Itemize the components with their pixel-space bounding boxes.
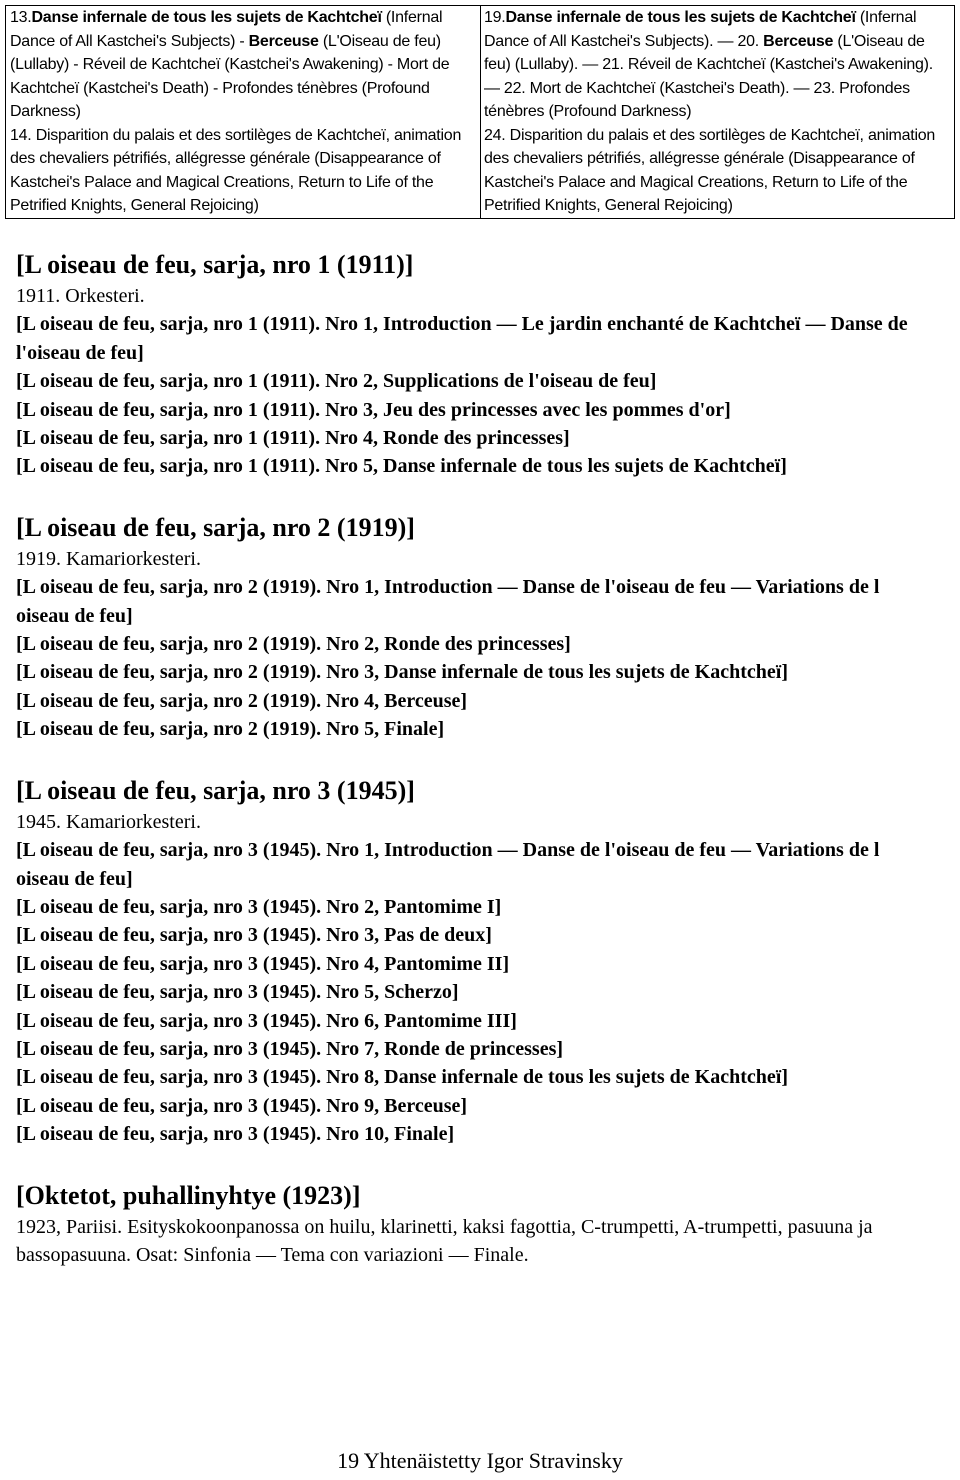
work-heading: [L oiseau de feu, sarja, nro 2 (1919)] [16,512,415,542]
track-entry-19: 19.Danse infernale de tous les sujets de Kachtcheï (Infernal Dance of All Kastchei's Subjects). ― 20. Berceuse (L'Oiseau de feu) (Lullaby). ― 21. Réveil de Kachtcheï (Kastchei's Awakening). ― 22. Mort de Kachtcheï (Kastchei's Death). ― 23. Profondes ténèbres (Profound Darkness) [483,9,933,120]
track-entry-14: 14. Disparition du palais et des sortilèges de Kachtcheï, animation des chevaliers pétrifiés, allégresse générale (Disappearance of Kastchei's Palace and Magical Creations, Return to Life of the Petrified Knights, General Rejoicing) [10,126,462,214]
work-section-suite-3 [16,774,916,1149]
work-item: [L oiseau de feu, sarja, nro 2 (1919). Nro 2, Ronde des princesses] [16,633,571,656]
work-section-octet [16,1179,916,1270]
work-item: [L oiseau de feu, sarja, nro 2 (1919). Nro 4, Berceuse] [16,689,468,712]
tracklist-cell-right [480,6,954,219]
work-item: [L oiseau de feu, sarja, nro 3 (1945). Nro 7, Ronde de princesses] [16,1037,564,1060]
work-item: [L oiseau de feu, sarja, nro 3 (1945). Nro 6, Pantomime III] [16,1009,517,1032]
tracklist-table [5,5,955,219]
work-item: [L oiseau de feu, sarja, nro 1 (1911). Nro 5, Danse infernale de tous les sujets de Kachtcheï] [16,455,787,478]
work-description: 1923, Pariisi. Esityskokoonpanossa on huilu, klarinetti, kaksi fagottia, C-trumpetti, A-trumpetti, pasuuna ja bassopasuuna. Osat: Sinfonia ― Tema con variazioni ― Finale. [16,1215,873,1266]
work-meta: 1919. Kamariorkesteri. [16,547,201,570]
track-entry-24: 24. Disparition du palais et des sortilèges de Kachtcheï, animation des chevaliers pétrifiés, allégresse générale (Disappearance of Kastchei's Palace and Magical Creations, Return to Life of the Petrified Knights, General Rejoicing) [483,126,936,214]
track-entry-13: 13.Danse infernale de tous les sujets de Kachtcheï (Infernal Dance of All Kastchei's Subjects) - Berceuse (L'Oiseau de feu) (Lullaby) - Réveil de Kachtcheï (Kastchei's Awakening) - Mort de Kachtcheï (Kastchei's Death) - Profondes ténèbres (Profound Darkness) [10,9,450,120]
work-item: [L oiseau de feu, sarja, nro 2 (1919). Nro 3, Danse infernale de tous les sujets de Kachtcheï] [16,661,788,684]
work-item: [L oiseau de feu, sarja, nro 2 (1919). Nro 1, Introduction ― Danse de l'oiseau de feu ― Variations de l oiseau de feu] [16,576,880,627]
document-body [16,248,916,1299]
work-item: [L oiseau de feu, sarja, nro 3 (1945). Nro 5, Scherzo] [16,981,459,1004]
work-item: [L oiseau de feu, sarja, nro 1 (1911). Nro 1, Introduction ― Le jardin enchanté de Kachtcheï ― Danse de l'oiseau de feu] [16,313,908,364]
work-meta: 1911. Orkesteri. [16,285,145,307]
work-heading: [L oiseau de feu, sarja, nro 1 (1911)] [16,250,414,279]
work-heading: [L oiseau de feu, sarja, nro 3 (1945)] [16,775,415,805]
work-section-suite-1 [16,248,916,481]
work-item: [L oiseau de feu, sarja, nro 3 (1945). Nro 2, Pantomime I] [16,895,502,918]
page-footer: 19 Yhtenäistetty Igor Stravinsky [337,1448,623,1473]
work-item: [L oiseau de feu, sarja, nro 3 (1945). Nro 10, Finale] [16,1123,455,1146]
work-item: [L oiseau de feu, sarja, nro 3 (1945). Nro 8, Danse infernale de tous les sujets de Kachtcheï] [16,1066,788,1089]
work-item: [L oiseau de feu, sarja, nro 3 (1945). Nro 1, Introduction ― Danse de l'oiseau de feu ― Variations de l oiseau de feu] [16,839,880,890]
work-section-suite-2 [16,511,916,744]
work-heading: [Oktetot, puhallinyhtye (1923)] [16,1180,361,1210]
work-item: [L oiseau de feu, sarja, nro 1 (1911). Nro 3, Jeu des princesses avec les pommes d'or] [16,398,731,421]
work-item: [L oiseau de feu, sarja, nro 3 (1945). Nro 4, Pantomime II] [16,952,510,975]
work-item: [L oiseau de feu, sarja, nro 2 (1919). Nro 5, Finale] [16,718,445,741]
work-item: [L oiseau de feu, sarja, nro 1 (1911). Nro 2, Supplications de l'oiseau de feu] [16,370,657,393]
work-item: [L oiseau de feu, sarja, nro 1 (1911). Nro 4, Ronde des princesses] [16,427,570,450]
tracklist-cell-left [6,6,481,219]
work-item: [L oiseau de feu, sarja, nro 3 (1945). Nro 9, Berceuse] [16,1094,468,1117]
work-item: [L oiseau de feu, sarja, nro 3 (1945). Nro 3, Pas de deux] [16,924,492,947]
work-meta: 1945. Kamariorkesteri. [16,810,201,833]
